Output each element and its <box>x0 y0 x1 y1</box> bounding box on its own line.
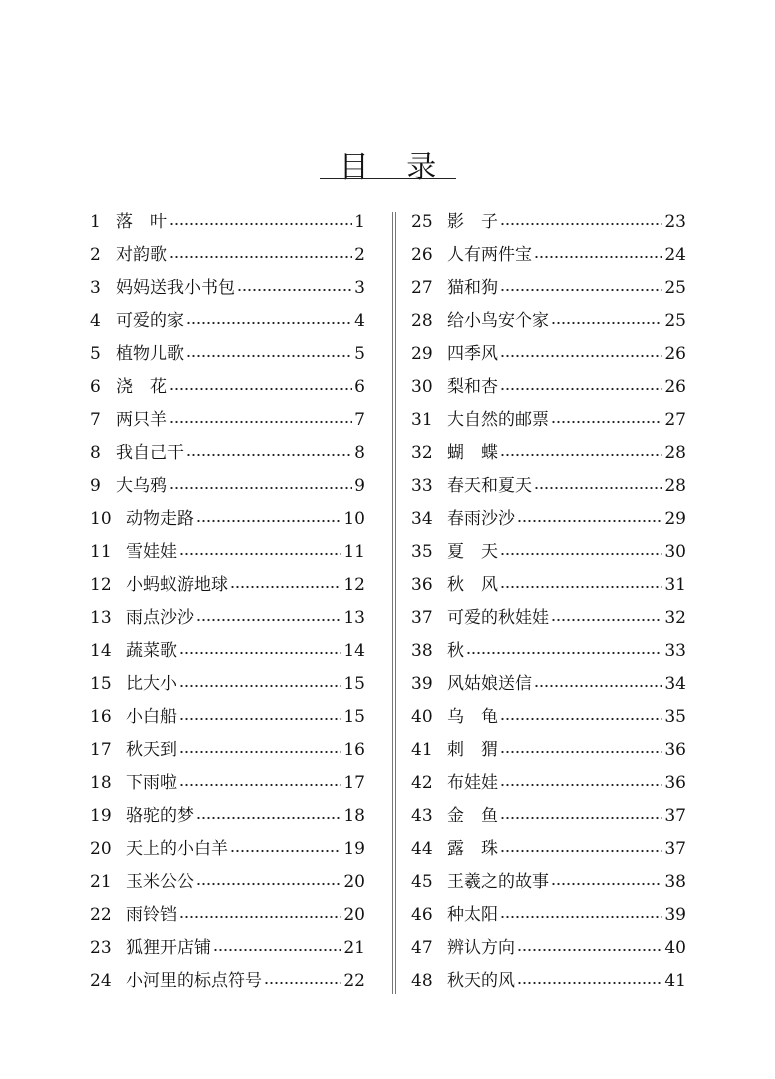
entry-title: 影 子 <box>447 212 498 232</box>
toc-entry <box>411 602 686 635</box>
entry-number: 13 <box>90 608 112 628</box>
entry-number: 10 <box>90 509 112 529</box>
entry-number: 22 <box>90 905 112 925</box>
entry-page-number: 23 <box>664 212 686 232</box>
entry-number: 3 <box>90 278 101 298</box>
entry-page-number: 33 <box>664 641 686 661</box>
entry-title: 植物儿歌 <box>116 344 184 364</box>
dot-leader <box>500 579 662 589</box>
dot-leader <box>213 942 341 952</box>
dot-leader <box>264 975 341 985</box>
toc-entry <box>90 965 365 998</box>
entry-page-number: 21 <box>343 938 365 958</box>
entry-title: 风姑娘送信 <box>447 674 532 694</box>
toc-entry <box>90 206 365 239</box>
page-title: 目 录 <box>338 150 451 185</box>
entry-number: 9 <box>90 476 101 496</box>
toc-entry <box>411 437 686 470</box>
entry-number: 39 <box>411 674 433 694</box>
entry-title: 金 鱼 <box>447 806 498 826</box>
entry-number: 6 <box>90 377 101 397</box>
entry-page-number: 36 <box>664 740 686 760</box>
dot-leader <box>169 249 352 259</box>
dot-leader <box>517 975 662 985</box>
toc-entry <box>411 569 686 602</box>
entry-title: 天上的小白羊 <box>126 839 228 859</box>
entry-page-number: 28 <box>664 476 686 496</box>
entry-number: 20 <box>90 839 112 859</box>
toc-entry <box>411 305 686 338</box>
entry-number: 15 <box>90 674 112 694</box>
entry-page-number: 38 <box>664 872 686 892</box>
toc-entry <box>90 602 365 635</box>
dot-leader <box>196 876 341 886</box>
entry-title: 下雨啦 <box>126 773 177 793</box>
dot-leader <box>179 744 341 754</box>
entry-page-number: 37 <box>664 839 686 859</box>
dot-leader <box>186 348 352 358</box>
toc-entry <box>411 206 686 239</box>
entry-number: 42 <box>411 773 433 793</box>
toc-entry <box>90 800 365 833</box>
entry-page-number: 9 <box>354 476 365 496</box>
toc-entry <box>411 536 686 569</box>
entry-page-number: 15 <box>343 674 365 694</box>
entry-title: 两只羊 <box>116 410 167 430</box>
dot-leader <box>179 678 341 688</box>
entry-page-number: 22 <box>343 971 365 991</box>
entry-number: 41 <box>411 740 433 760</box>
dot-leader <box>179 645 341 655</box>
entry-number: 31 <box>411 410 433 430</box>
toc-entry <box>90 866 365 899</box>
dot-leader <box>169 414 352 424</box>
toc-entry <box>411 470 686 503</box>
entry-number: 12 <box>90 575 112 595</box>
entry-title: 比大小 <box>126 674 177 694</box>
dot-leader <box>500 348 662 358</box>
toc-entry <box>90 239 365 272</box>
toc-entry <box>411 800 686 833</box>
entry-page-number: 20 <box>343 872 365 892</box>
toc-entry <box>90 833 365 866</box>
entry-number: 19 <box>90 806 112 826</box>
entry-page-number: 11 <box>343 542 365 562</box>
dot-leader <box>230 843 341 853</box>
dot-leader <box>500 909 662 919</box>
entry-number: 5 <box>90 344 101 364</box>
entry-page-number: 41 <box>664 971 686 991</box>
entry-number: 25 <box>411 212 433 232</box>
entry-page-number: 7 <box>354 410 365 430</box>
dot-leader <box>466 645 662 655</box>
entry-page-number: 35 <box>664 707 686 727</box>
entry-page-number: 15 <box>343 707 365 727</box>
entry-page-number: 39 <box>664 905 686 925</box>
entry-number: 29 <box>411 344 433 364</box>
entry-number: 23 <box>90 938 112 958</box>
entry-number: 46 <box>411 905 433 925</box>
entry-page-number: 13 <box>343 608 365 628</box>
toc-column-right <box>411 206 686 998</box>
entry-number: 48 <box>411 971 433 991</box>
entry-page-number: 3 <box>354 278 365 298</box>
toc-entry <box>90 536 365 569</box>
entry-title: 雨点沙沙 <box>126 608 194 628</box>
entry-page-number: 18 <box>343 806 365 826</box>
dot-leader <box>169 381 352 391</box>
dot-leader <box>186 447 352 457</box>
entry-title: 骆驼的梦 <box>126 806 194 826</box>
entry-page-number: 16 <box>343 740 365 760</box>
entry-number: 14 <box>90 641 112 661</box>
toc-entry <box>411 899 686 932</box>
toc-entry <box>90 899 365 932</box>
entry-title: 秋 <box>447 641 464 661</box>
entry-number: 27 <box>411 278 433 298</box>
dot-leader <box>179 546 341 556</box>
entry-page-number: 17 <box>343 773 365 793</box>
toc-entry <box>411 701 686 734</box>
entry-page-number: 25 <box>664 278 686 298</box>
entry-title: 露 珠 <box>447 839 498 859</box>
entry-number: 36 <box>411 575 433 595</box>
dot-leader <box>500 546 662 556</box>
title-underline <box>320 178 456 179</box>
dot-leader <box>534 480 662 490</box>
entry-title: 浇 花 <box>116 377 167 397</box>
entry-title: 秋 风 <box>447 575 498 595</box>
entry-number: 17 <box>90 740 112 760</box>
entry-number: 43 <box>411 806 433 826</box>
entry-page-number: 37 <box>664 806 686 826</box>
dot-leader <box>551 414 662 424</box>
entry-title: 人有两件宝 <box>447 245 532 265</box>
entry-title: 小河里的标点符号 <box>126 971 262 991</box>
dot-leader <box>517 513 662 523</box>
entry-page-number: 27 <box>664 410 686 430</box>
dot-leader <box>230 579 341 589</box>
entry-title: 雪娃娃 <box>126 542 177 562</box>
entry-title: 秋天到 <box>126 740 177 760</box>
dot-leader <box>500 810 662 820</box>
entry-page-number: 5 <box>354 344 365 364</box>
entry-title: 蔬菜歌 <box>126 641 177 661</box>
dot-leader <box>179 909 341 919</box>
entry-number: 37 <box>411 608 433 628</box>
entry-page-number: 40 <box>664 938 686 958</box>
entry-title: 梨和杏 <box>447 377 498 397</box>
entry-title: 夏 天 <box>447 542 498 562</box>
dot-leader <box>186 315 352 325</box>
entry-number: 40 <box>411 707 433 727</box>
entry-number: 30 <box>411 377 433 397</box>
dot-leader <box>500 843 662 853</box>
entry-number: 35 <box>411 542 433 562</box>
toc-entry <box>411 503 686 536</box>
entry-title: 布娃娃 <box>447 773 498 793</box>
dot-leader <box>500 447 662 457</box>
entry-page-number: 24 <box>664 245 686 265</box>
entry-title: 蝴 蝶 <box>447 443 498 463</box>
entry-title: 猫和狗 <box>447 278 498 298</box>
toc-entry <box>90 635 365 668</box>
toc-entry <box>411 767 686 800</box>
entry-number: 4 <box>90 311 101 331</box>
dot-leader <box>517 942 662 952</box>
entry-title: 大乌鸦 <box>116 476 167 496</box>
dot-leader <box>500 711 662 721</box>
toc-entry <box>411 668 686 701</box>
dot-leader <box>500 282 662 292</box>
entry-page-number: 31 <box>664 575 686 595</box>
entry-page-number: 6 <box>354 377 365 397</box>
entry-page-number: 14 <box>343 641 365 661</box>
toc-entry <box>411 734 686 767</box>
entry-title: 给小鸟安个家 <box>447 311 549 331</box>
entry-page-number: 20 <box>343 905 365 925</box>
entry-page-number: 26 <box>664 344 686 364</box>
entry-page-number: 1 <box>354 212 365 232</box>
toc-entry <box>411 272 686 305</box>
toc-entry <box>90 734 365 767</box>
toc-entry <box>411 833 686 866</box>
toc-entry <box>90 338 365 371</box>
toc-entry <box>411 635 686 668</box>
toc-entry <box>90 437 365 470</box>
dot-leader <box>500 216 662 226</box>
entry-title: 秋天的风 <box>447 971 515 991</box>
toc-entry <box>411 404 686 437</box>
entry-number: 33 <box>411 476 433 496</box>
dot-leader <box>196 513 341 523</box>
dot-leader <box>500 777 662 787</box>
entry-page-number: 10 <box>343 509 365 529</box>
dot-leader <box>551 612 662 622</box>
dot-leader <box>551 315 662 325</box>
entry-number: 34 <box>411 509 433 529</box>
entry-title: 四季风 <box>447 344 498 364</box>
entry-number: 8 <box>90 443 101 463</box>
entry-title: 落 叶 <box>116 212 167 232</box>
entry-number: 21 <box>90 872 112 892</box>
entry-title: 王羲之的故事 <box>447 872 549 892</box>
entry-title: 乌 龟 <box>447 707 498 727</box>
entry-title: 大自然的邮票 <box>447 410 549 430</box>
entry-page-number: 28 <box>664 443 686 463</box>
entry-title: 刺 猬 <box>447 740 498 760</box>
toc-entry <box>90 569 365 602</box>
toc-entry <box>411 338 686 371</box>
dot-leader <box>196 612 341 622</box>
toc-entry <box>90 404 365 437</box>
dot-leader <box>237 282 352 292</box>
toc-entry <box>411 866 686 899</box>
entry-title: 小蚂蚁游地球 <box>126 575 228 595</box>
entry-number: 7 <box>90 410 101 430</box>
entry-title: 春天和夏天 <box>447 476 532 496</box>
entry-page-number: 2 <box>354 245 365 265</box>
entry-title: 狐狸开店铺 <box>126 938 211 958</box>
entry-number: 18 <box>90 773 112 793</box>
entry-number: 32 <box>411 443 433 463</box>
toc-entry <box>90 932 365 965</box>
entry-title: 可爱的家 <box>116 311 184 331</box>
toc-entry <box>411 371 686 404</box>
entry-number: 38 <box>411 641 433 661</box>
entry-page-number: 32 <box>664 608 686 628</box>
entry-page-number: 36 <box>664 773 686 793</box>
entry-title: 动物走路 <box>126 509 194 529</box>
dot-leader <box>196 810 341 820</box>
toc-entry <box>90 701 365 734</box>
entry-page-number: 4 <box>354 311 365 331</box>
entry-number: 11 <box>90 542 112 562</box>
entry-number: 44 <box>411 839 433 859</box>
toc-entry <box>90 668 365 701</box>
entry-title: 可爱的秋娃娃 <box>447 608 549 628</box>
entry-page-number: 34 <box>664 674 686 694</box>
entry-number: 24 <box>90 971 112 991</box>
column-divider <box>392 212 396 994</box>
toc-column-left <box>90 206 365 998</box>
entry-title: 辨认方向 <box>447 938 515 958</box>
entry-title: 我自己干 <box>116 443 184 463</box>
entry-page-number: 19 <box>343 839 365 859</box>
dot-leader <box>179 711 341 721</box>
dot-leader <box>551 876 662 886</box>
entry-title: 雨铃铛 <box>126 905 177 925</box>
toc-entry <box>411 239 686 272</box>
entry-number: 1 <box>90 212 101 232</box>
dot-leader <box>169 480 352 490</box>
entry-page-number: 26 <box>664 377 686 397</box>
entry-title: 种太阳 <box>447 905 498 925</box>
toc-entry <box>90 470 365 503</box>
toc-entry <box>90 305 365 338</box>
toc-entry <box>90 767 365 800</box>
dot-leader <box>534 678 662 688</box>
entry-number: 45 <box>411 872 433 892</box>
entry-page-number: 12 <box>343 575 365 595</box>
entry-number: 2 <box>90 245 101 265</box>
entry-page-number: 25 <box>664 311 686 331</box>
entry-number: 16 <box>90 707 112 727</box>
dot-leader <box>179 777 341 787</box>
entry-title: 玉米公公 <box>126 872 194 892</box>
dot-leader <box>169 216 352 226</box>
dot-leader <box>500 744 662 754</box>
entry-title: 对韵歌 <box>116 245 167 265</box>
entry-page-number: 29 <box>664 509 686 529</box>
entry-page-number: 30 <box>664 542 686 562</box>
entry-number: 26 <box>411 245 433 265</box>
entry-title: 春雨沙沙 <box>447 509 515 529</box>
dot-leader <box>500 381 662 391</box>
entry-title: 小白船 <box>126 707 177 727</box>
toc-entry <box>411 932 686 965</box>
entry-page-number: 8 <box>354 443 365 463</box>
entry-number: 28 <box>411 311 433 331</box>
toc-entry <box>90 371 365 404</box>
entry-number: 47 <box>411 938 433 958</box>
toc-entry <box>90 503 365 536</box>
toc-entry <box>90 272 365 305</box>
toc-entry <box>411 965 686 998</box>
entry-title: 妈妈送我小书包 <box>116 278 235 298</box>
dot-leader <box>534 249 662 259</box>
